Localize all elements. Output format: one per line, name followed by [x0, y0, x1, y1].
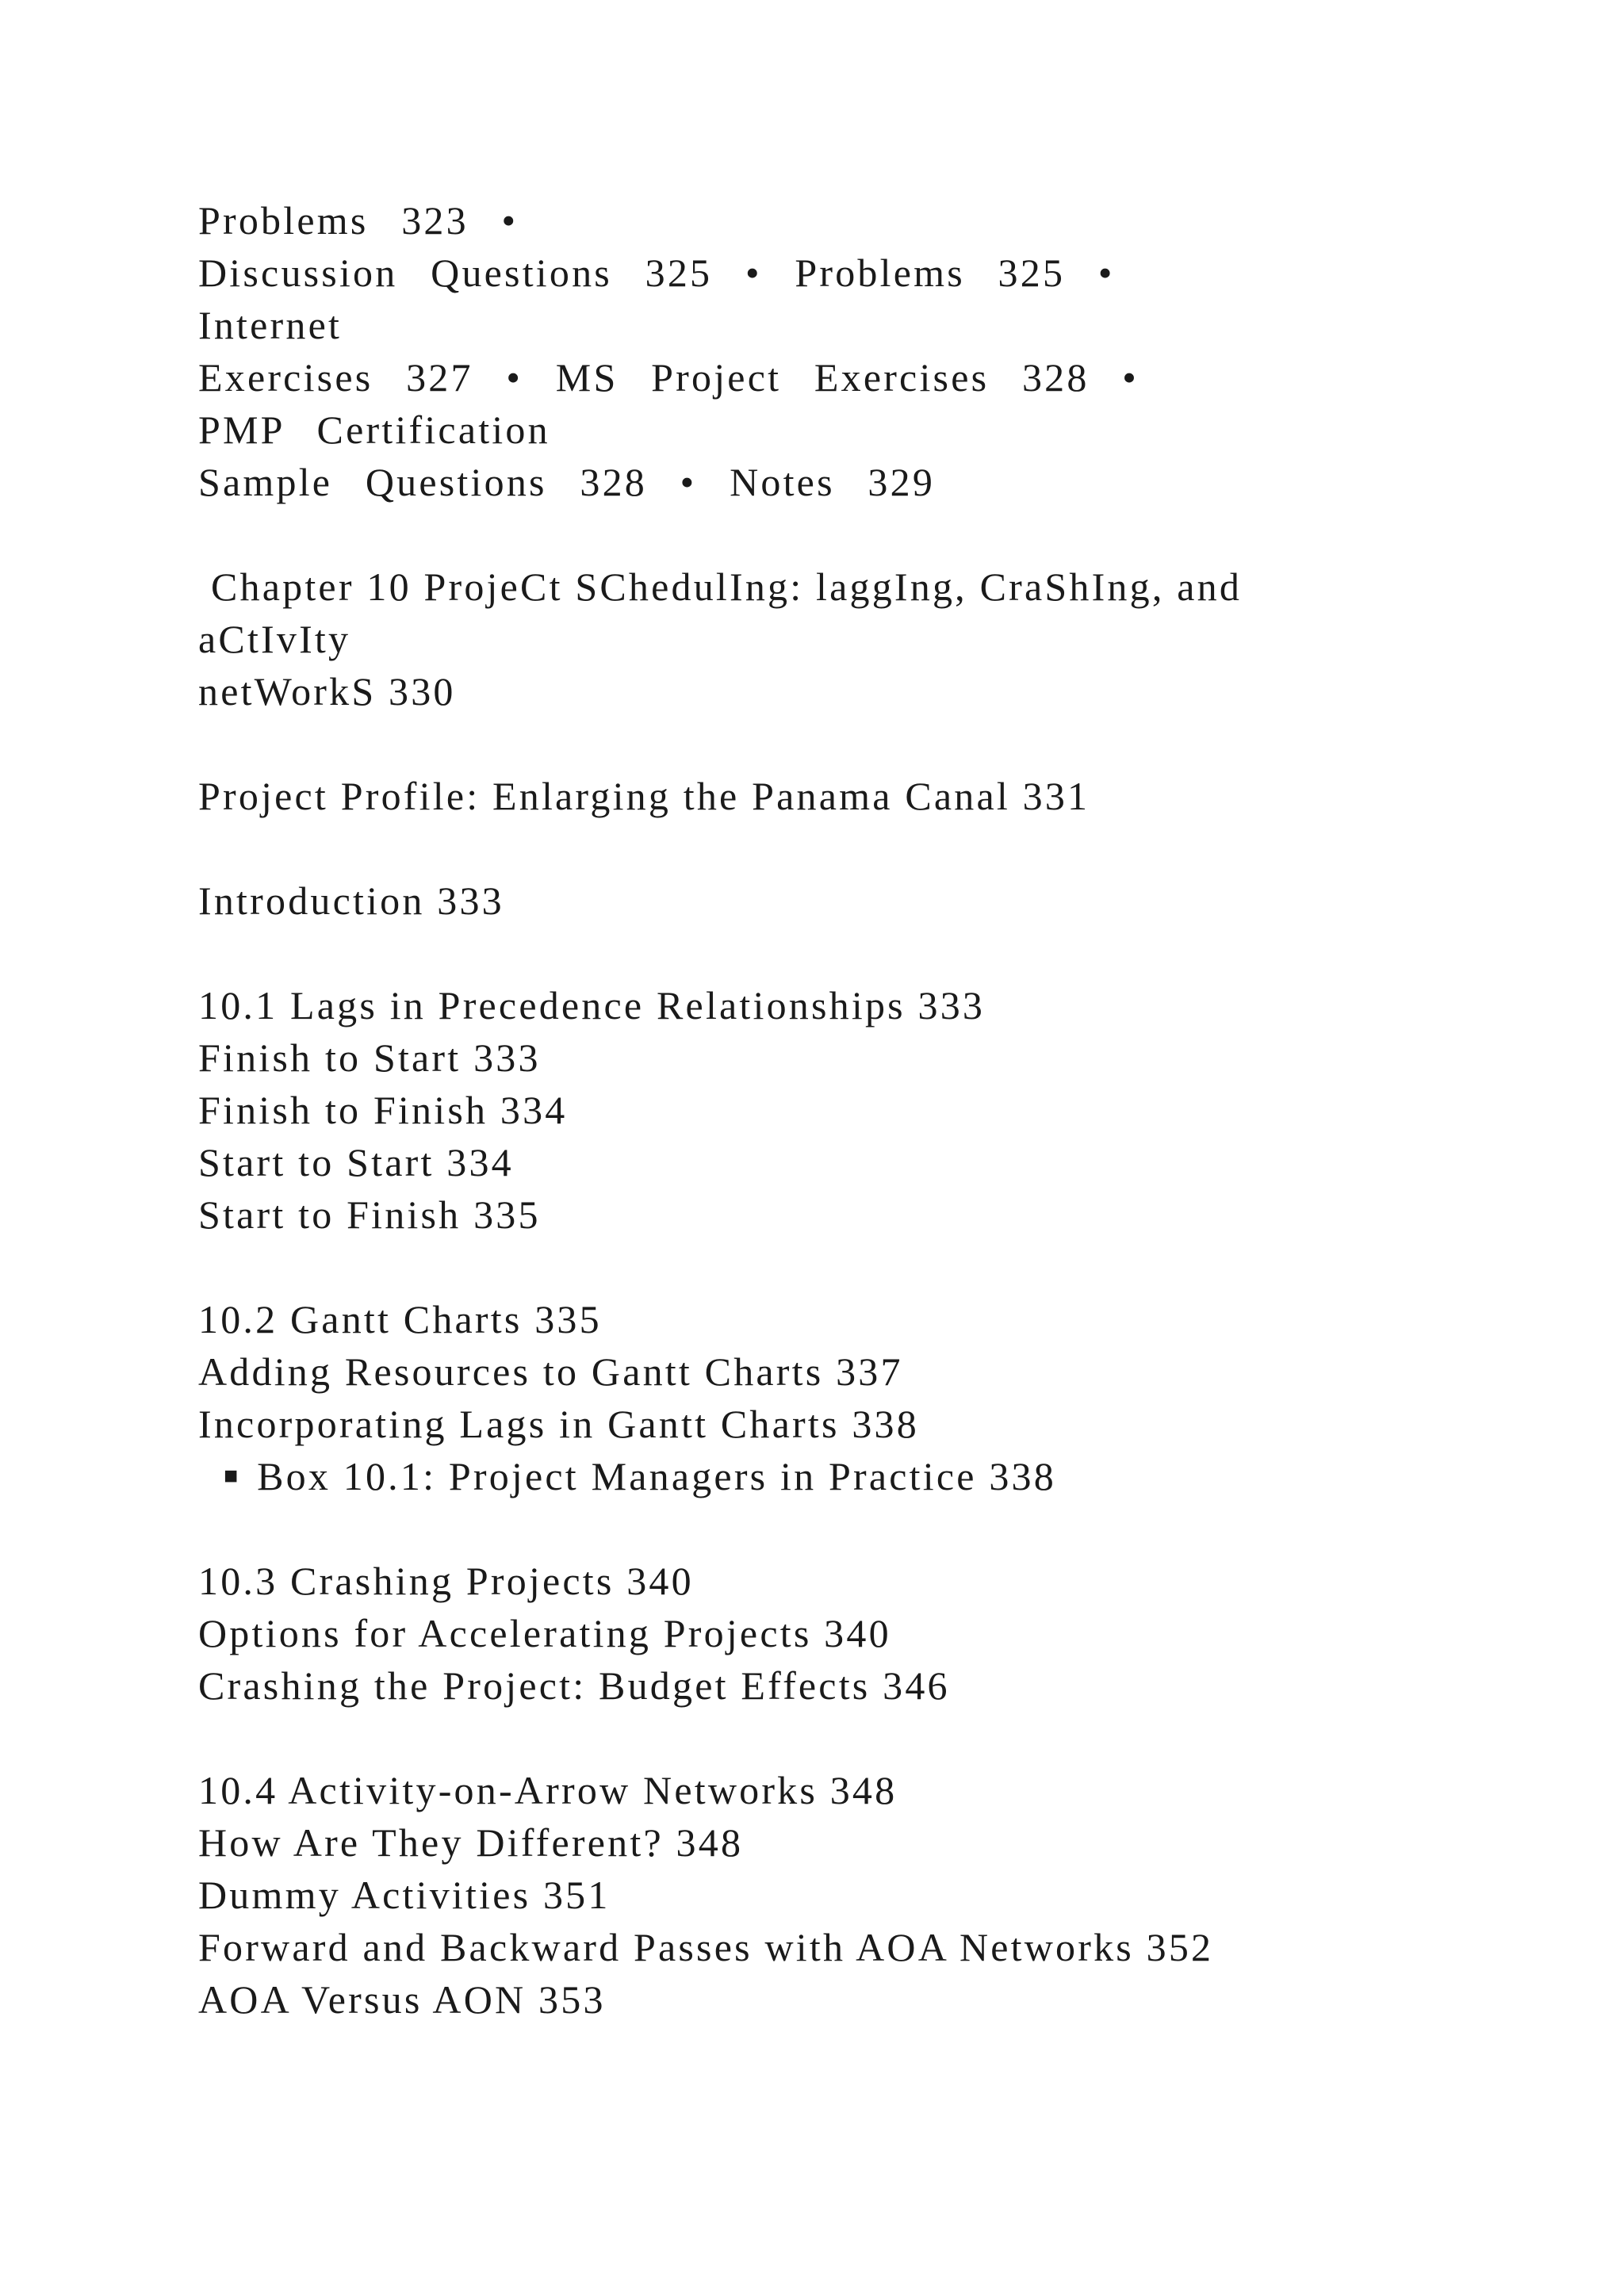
exercise-line-2: Discussion Questions 325 • Problems 325 • — [198, 251, 1115, 295]
chapter-title-line-1: Chapter 10 ProjeCt SChedulIng: laggIng, CraShIng, and — [211, 564, 1243, 609]
toc-entry: Incorporating Lags in Gantt Charts 338 — [198, 1402, 919, 1446]
toc-entry: Finish to Start 333 — [198, 1035, 541, 1080]
exercise-line-5: PMP Certification — [198, 408, 550, 452]
toc-entry: Crashing the Project: Budget Effects 346 — [198, 1663, 950, 1708]
toc-entry: Options for Accelerating Projects 340 — [198, 1611, 891, 1655]
box-entry — [224, 1450, 1056, 1502]
chapter-title-line-3: netWorkS 330 — [198, 669, 456, 714]
chapter-title-line-2: aCtIvIty — [198, 617, 351, 661]
exercise-line-6: Sample Questions 328 • Notes 329 — [198, 460, 936, 504]
exercise-line-4: Exercises 327 • MS Project Exercises 328 • — [198, 355, 1139, 400]
project-profile-entry: Project Profile: Enlarging the Panama Canal 331 — [198, 774, 1090, 818]
toc-entry: Dummy Activities 351 — [198, 1873, 611, 1917]
introduction-entry: Introduction 333 — [198, 878, 504, 923]
toc-entry: Start to Finish 335 — [198, 1192, 541, 1237]
box-entry-label: Box 10.1: Project Managers in Practice 338 — [257, 1454, 1056, 1498]
toc-entry: Adding Resources to Gantt Charts 337 — [198, 1349, 903, 1394]
exercise-line-3: Internet — [198, 303, 343, 347]
section-10-4-heading: 10.4 Activity-on-Arrow Networks 348 — [198, 1768, 898, 1812]
square-bullet-icon: ■ — [224, 1463, 239, 1489]
toc-entry: How Are They Different? 348 — [198, 1820, 744, 1865]
toc-entry: AOA Versus AON 353 — [198, 1977, 606, 2022]
exercise-line-1: Problems 323 • — [198, 198, 519, 243]
toc-entry: Forward and Backward Passes with AOA Networks 352 — [198, 1925, 1214, 1969]
toc-entry: Finish to Finish 334 — [198, 1088, 568, 1132]
section-10-1-heading: 10.1 Lags in Precedence Relationships 333 — [198, 983, 986, 1027]
toc-entry: Start to Start 334 — [198, 1140, 514, 1184]
section-10-3-heading: 10.3 Crashing Projects 340 — [198, 1559, 694, 1603]
section-10-2-heading: 10.2 Gantt Charts 335 — [198, 1297, 602, 1341]
